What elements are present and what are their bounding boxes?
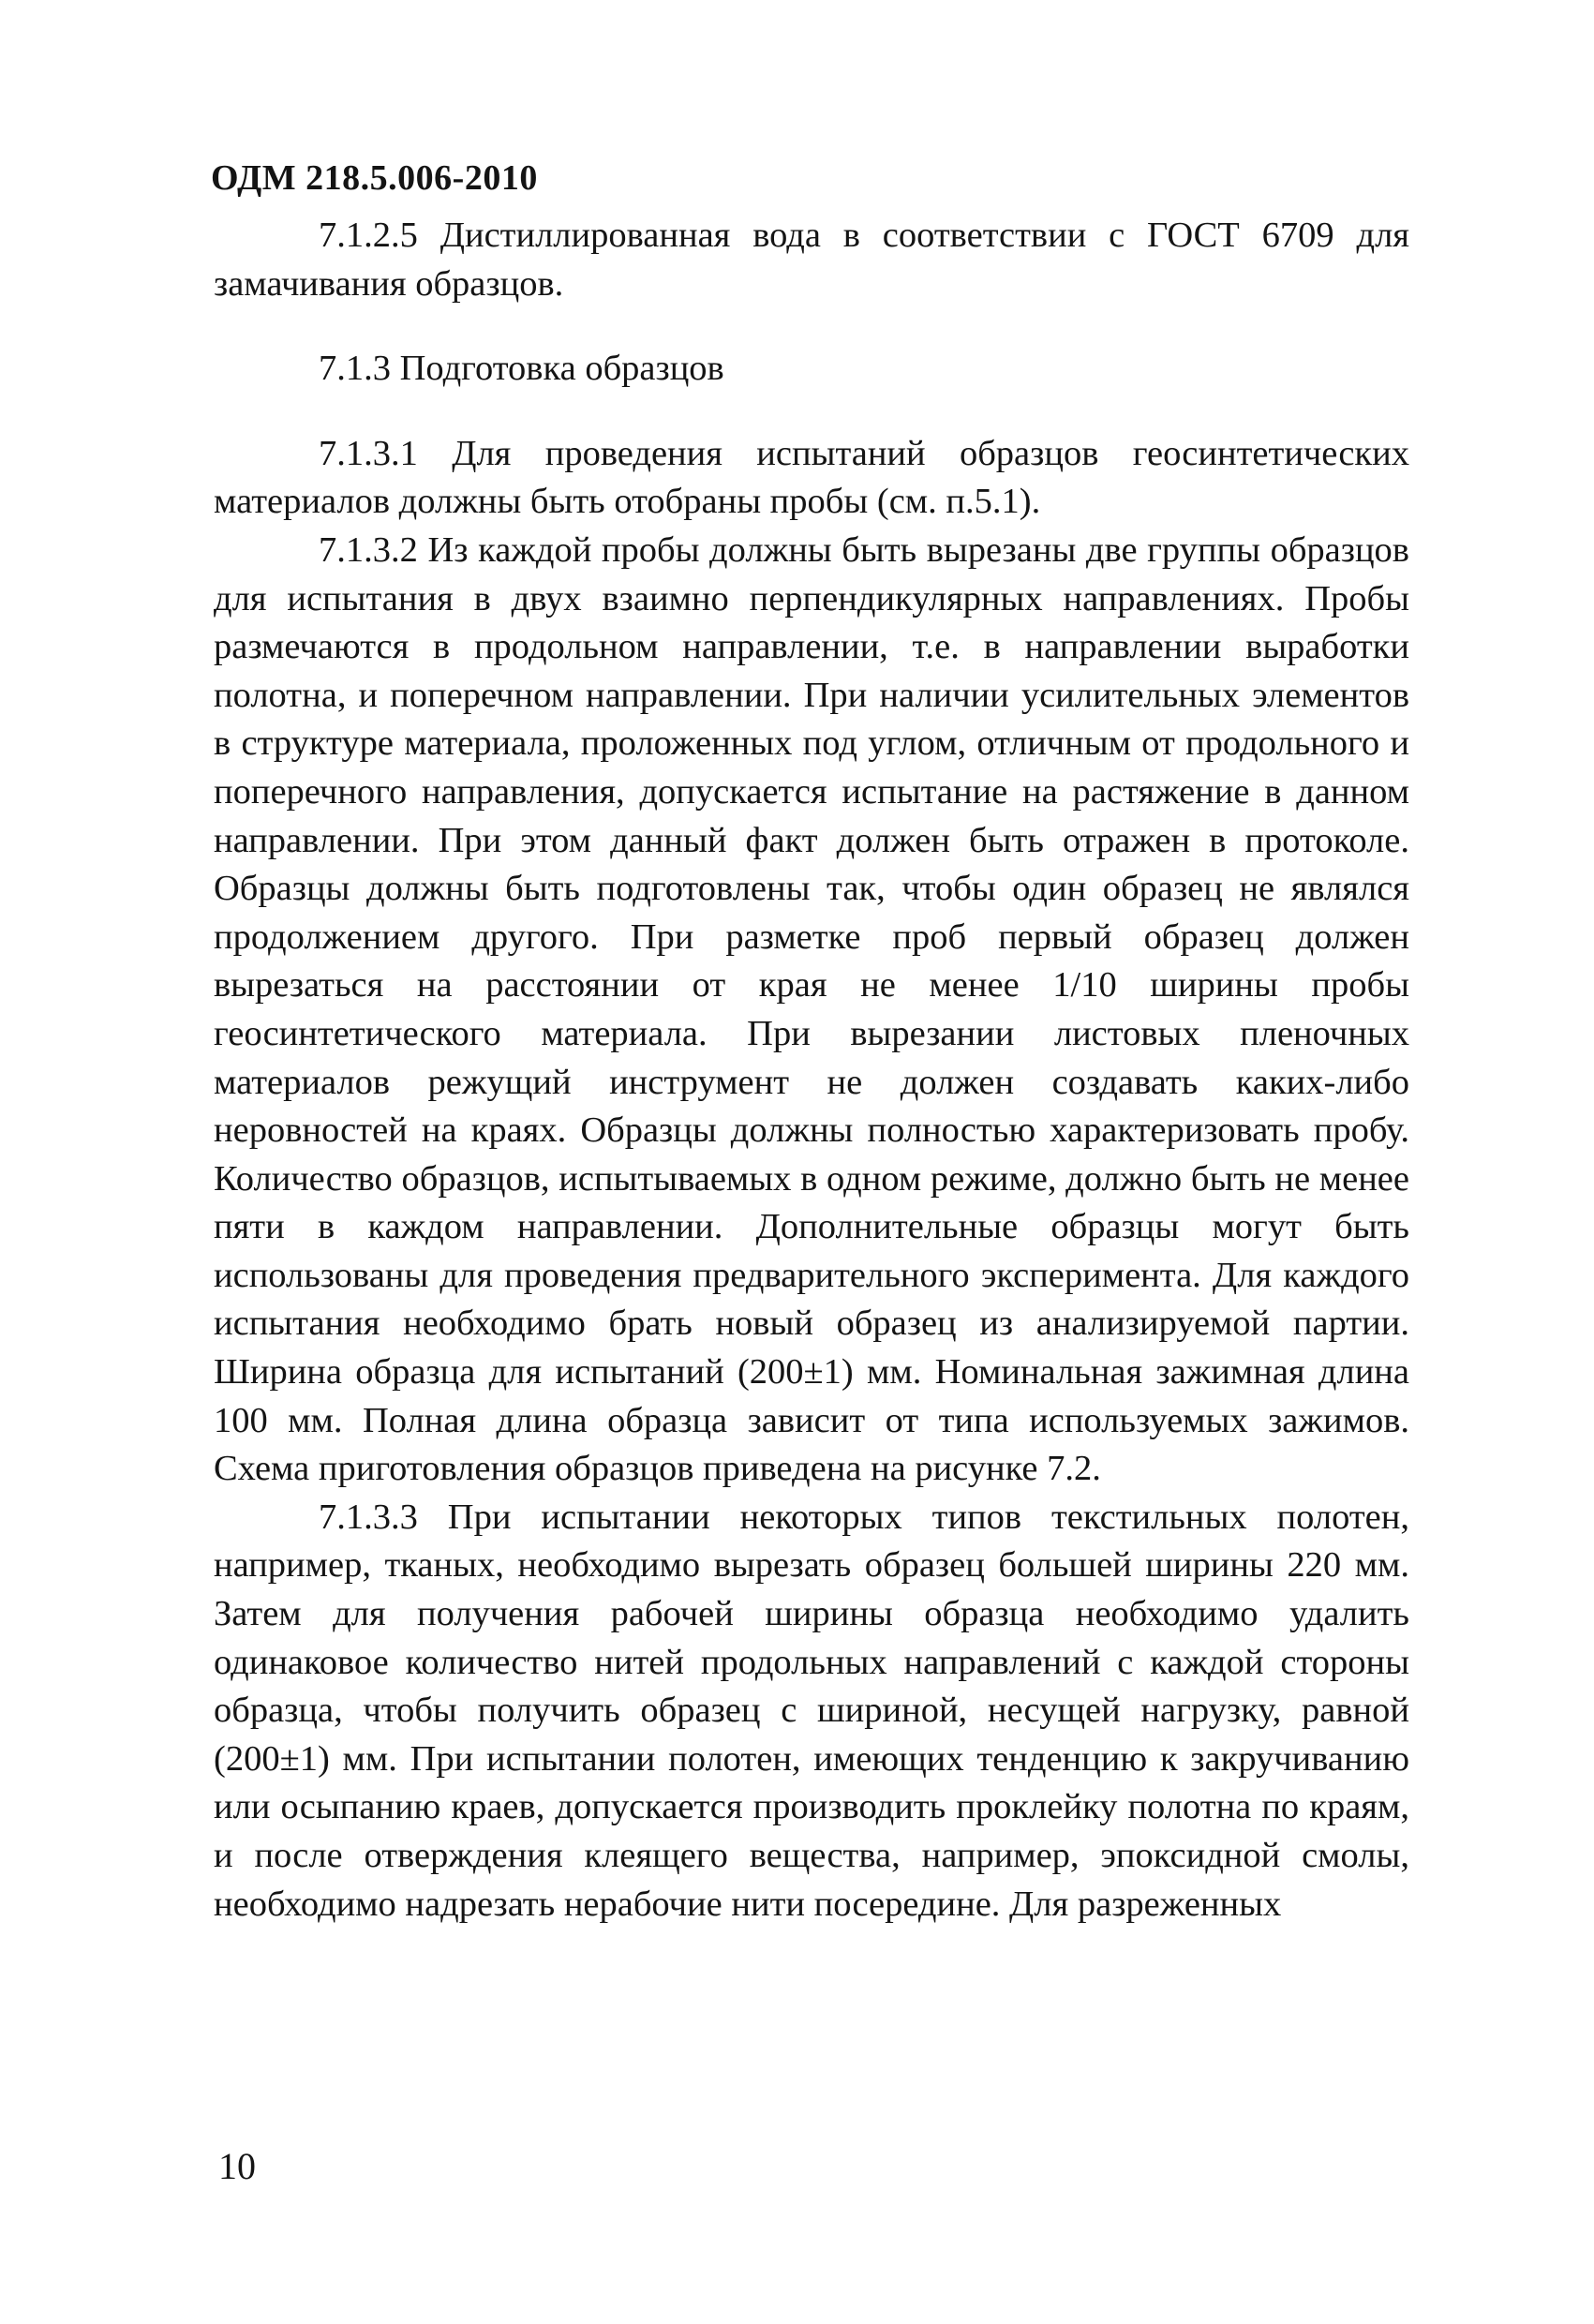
document-body [214,212,1409,1929]
paragraph-7-1-3-3: 7.1.3.3 При испытании некоторых типов текстильных полотен, например, тканых, необходимо вырезать образец большей ширины 220 мм. Затем для получения рабочей ширины образца необходимо удалить одинаковое количество нитей продольных направлений с каждой стороны образца, чтобы получить образец с шириной, несущей нагрузку, равной (200±1) мм. При испытании полотен, имеющих тенденцию к закручиванию или осыпанию краев, допускается производить проклейку полотна по краям, и после отверждения клеящего вещества, например, эпоксидной смолы, необходимо надрезать нерабочие нити посередине. Для разреженных [214,1497,1409,1924]
page-number: 10 [218,2145,256,2187]
section-heading-7-1-3: 7.1.3 Подготовка образцов [319,349,724,389]
paragraph-7-1-3-2: 7.1.3.2 Из каждой пробы должны быть вырезаны две группы образцов для испытания в двух взаимно перпендикулярных направлениях. Пробы размечаются в продольном направлении, т.е. в направлении выработки полотна, и поперечном направлении. При наличии усилительных элементов в структуре материала, проложенных под углом, отличным от продольного и поперечного направления, допускается испытание на растяжение в данном направлении. При этом данный факт должен быть отражен в протоколе. Образцы должны быть подготовлены так, чтобы один образец не являлся продолжением другого. При разметке проб первый образец должен вырезаться на расстоянии от края не менее 1/10 ширины пробы геосинтетического материала. При вырезании листовых пленочных материалов режущий инструмент не должен создавать каких-либо неровностей на краях. Образцы должны полностью характеризовать пробу. Количество образцов, испытываемых в одном режиме, должно быть не менее пяти в каждом направлении. Дополнительные образцы могут быть использованы для проведения предварительного эксперимента. Для каждого испытания необходимо брать новый образец из анализируемой партии. Ширина образца для испытаний (200±1) мм. Номинальная зажимная длина 100 мм. Полная длина образца зависит от типа используемых зажимов. Схема приготовления образцов приведена на рисунке 7.2. [214,529,1409,1489]
document-code: ОДМ 218.5.006-2010 [211,158,538,198]
paragraph-7-1-3-1: 7.1.3.1 Для проведения испытаний образцов геосинтетических материалов должны быть отобраны пробы (см. п.5.1). [214,433,1409,522]
paragraph-7-1-2-5: 7.1.2.5 Дистиллированная вода в соответствии с ГОСТ 6709 для замачивания образцов. [214,216,1409,304]
